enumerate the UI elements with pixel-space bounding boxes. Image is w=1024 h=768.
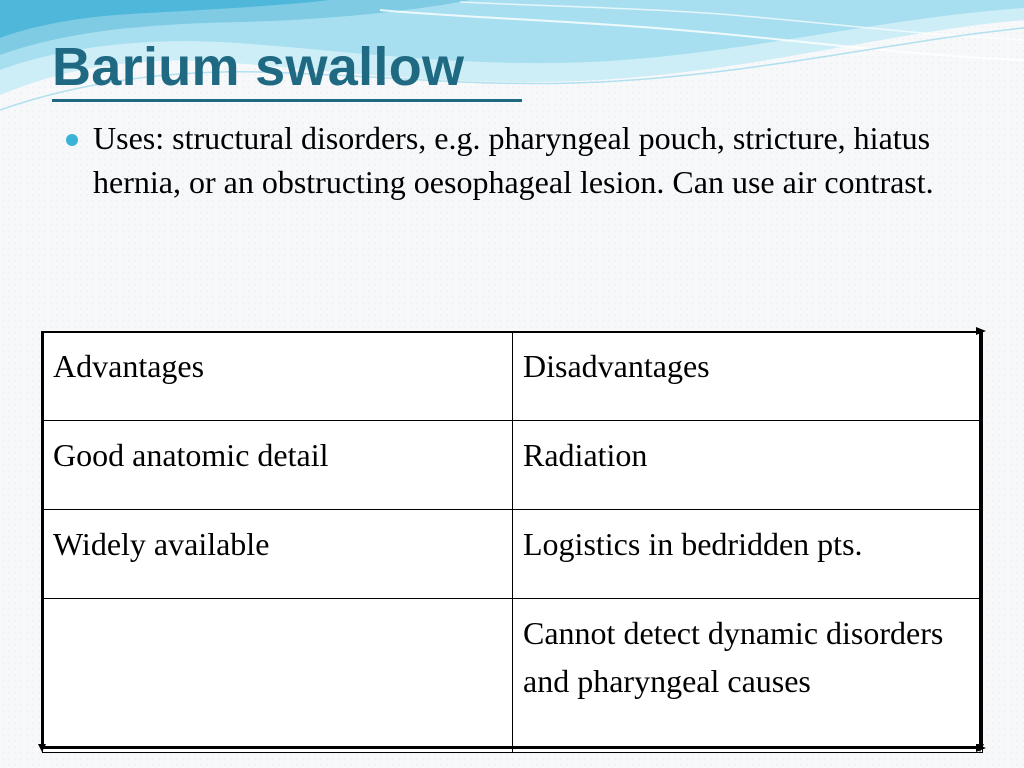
table-cell: Radiation <box>513 421 983 510</box>
title-underline <box>52 99 522 102</box>
comparison-table-container <box>42 331 982 748</box>
table-cell: Good anatomic detail <box>43 421 513 510</box>
table-frame-bottom <box>42 746 982 749</box>
table-frame-top <box>42 331 982 333</box>
table-frame-left <box>41 331 44 748</box>
table-header-disadvantages: Disadvantages <box>513 332 983 421</box>
bullet-text: Uses: structural disorders, e.g. pharyngeal pouch, stricture, hiatus hernia, or an obstructing oesophageal lesion. Can use air contrast. <box>93 120 934 200</box>
table-cell: Cannot detect dynamic disorders and pharyngeal causes <box>513 599 983 753</box>
table-row <box>43 421 983 510</box>
table-row <box>43 510 983 599</box>
comparison-table <box>42 331 983 753</box>
table-cell-empty <box>43 599 513 753</box>
table-header-row <box>43 332 983 421</box>
table-cell: Logistics in bedridden pts. <box>513 510 983 599</box>
table-row <box>43 599 983 753</box>
table-frame-right <box>979 331 982 748</box>
table-cell: Widely available <box>43 510 513 599</box>
bullet-icon <box>66 134 78 146</box>
table-header-advantages: Advantages <box>43 332 513 421</box>
page-title: Barium swallow <box>52 37 465 97</box>
